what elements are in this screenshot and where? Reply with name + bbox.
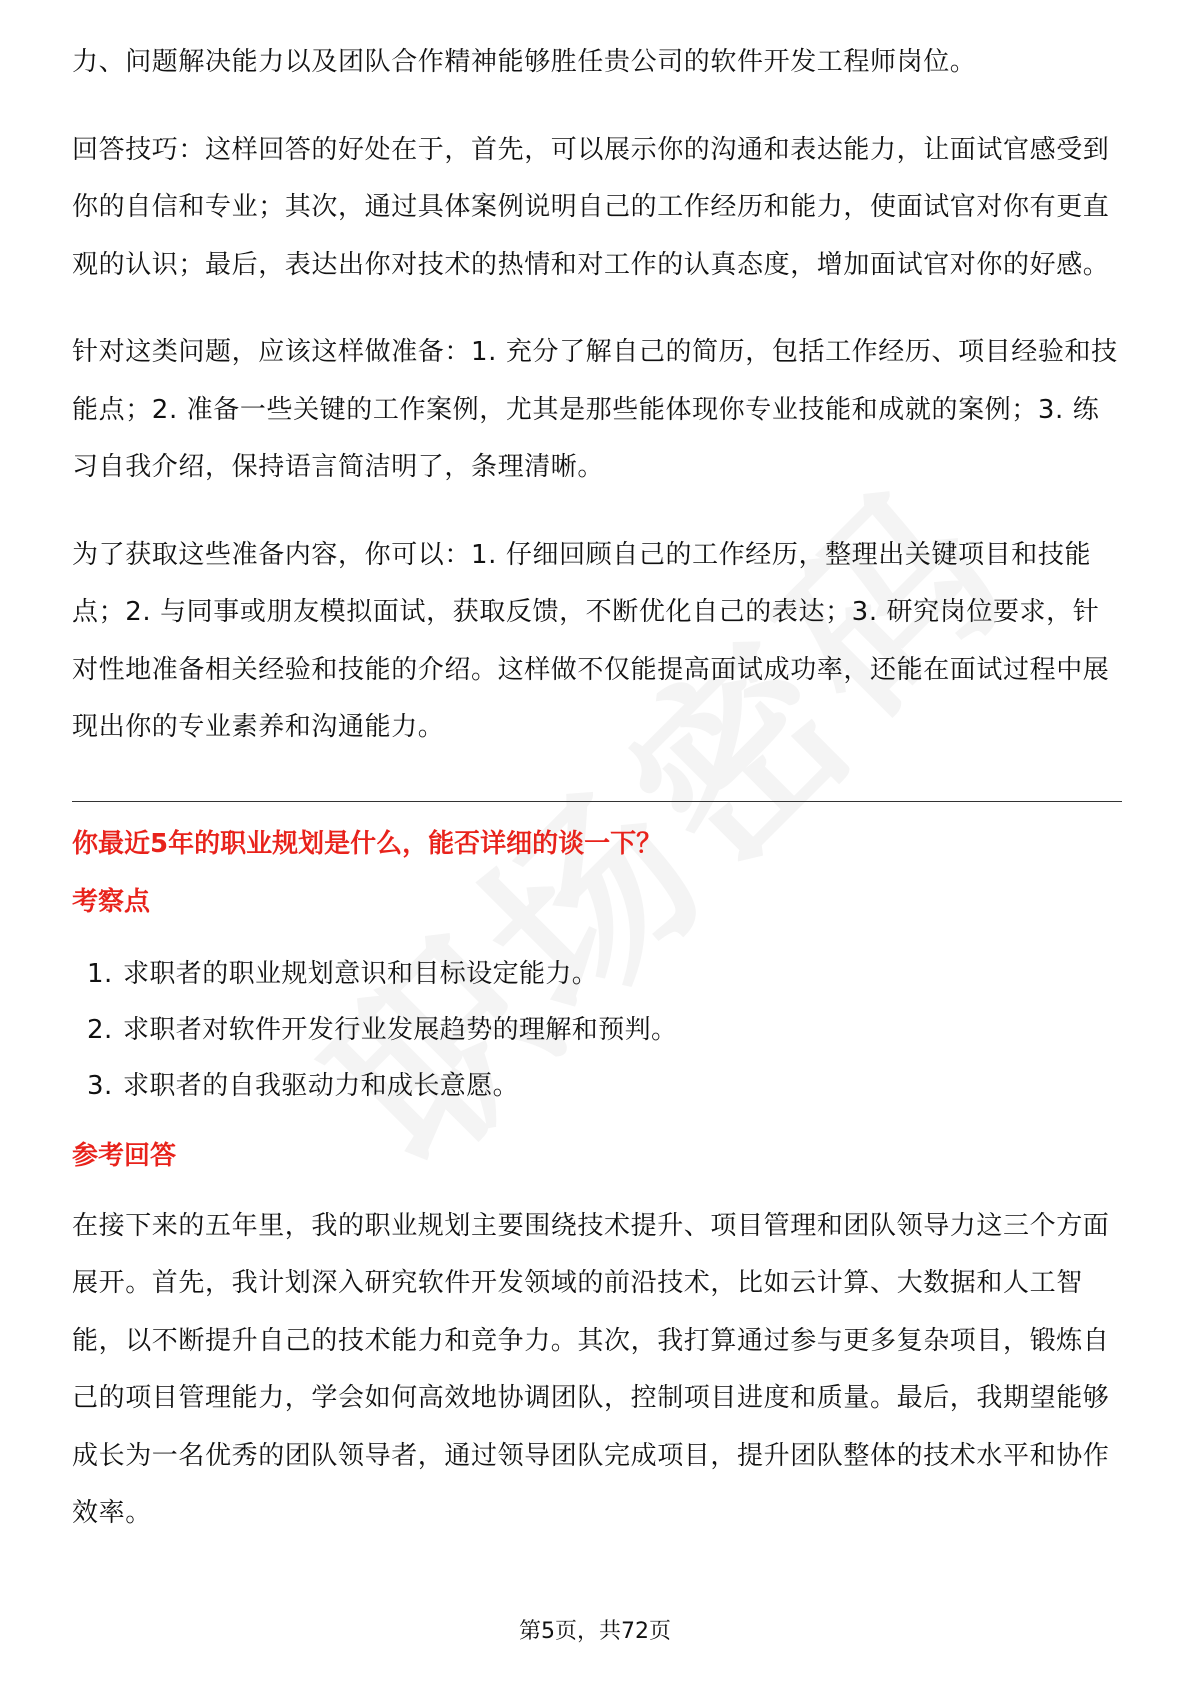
points-list [72,946,1122,1114]
list-number: 2. [87,1014,113,1045]
paragraph-continuation: 力、问题解决能力以及团队合作精神能够胜任贵公司的软件开发工程师岗位。 [72,47,977,77]
paragraph-gather-content: 为了获取这些准备内容，你可以：1. 仔细回顾自己的工作经历，整理出关键项目和技能点；2. 与同事或朋友模拟面试，获取反馈，不断优化自己的表达；3. 研究岗位要求，针对性地准备相关经验和技能的介绍。这样做不仅能提高面试成功率，还能在面试过程中展现出你的专业素养和沟通能力。 [72,539,1110,742]
list-text: 求职者的自我驱动力和成长意愿。 [123,1070,520,1101]
list-text: 求职者对软件开发行业发展趋势的理解和预判。 [123,1014,678,1045]
list-number: 1. [87,958,113,989]
list-item [72,1058,1122,1114]
document-body [72,44,1122,1543]
points-heading: 考察点 [72,886,151,917]
paragraph-answer-tips: 回答技巧：这样回答的好处在于，首先，可以展示你的沟通和表达能力，让面试官感受到你的自信和专业；其次，通过具体案例说明自己的工作经历和能力，使面试官对你有更直观的认识；最后，表达出你对技术的热情和对工作的认真态度，增加面试官对你的好感。 [72,134,1110,280]
answer-paragraph: 在接下来的五年里，我的职业规划主要围绕技术提升、项目管理和团队领导力这三个方面展开。首先，我计划深入研究软件开发领域的前沿技术，比如云计算、大数据和人工智能，以不断提升自己的技术能力和竞争力。其次，我打算通过参与更多复杂项目，锻炼自己的项目管理能力，学会如何高效地协调团队，控制项目进度和质量。最后，我期望能够成长为一名优秀的团队领导者，通过领导团队完成项目，提升团队整体的技术水平和协作效率。 [72,1210,1110,1528]
list-item [72,1002,1122,1058]
list-text: 求职者的职业规划意识和目标设定能力。 [123,958,599,989]
list-number: 3. [87,1070,113,1101]
answer-heading: 参考回答 [72,1140,177,1171]
paragraph-preparation: 针对这类问题，应该这样做准备：1. 充分了解自己的简历，包括工作经历、项目经验和技能点；2. 准备一些关键的工作案例，尤其是那些能体现你专业技能和成就的案例；3. 练习自我介绍，保持语言简洁明了，条理清晰。 [72,337,1118,482]
page-number: 第5页，共72页 [519,1619,671,1644]
list-item [72,946,1122,1002]
question-title: 你最近5年的职业规划是什么，能否详细的谈一下？ [72,828,663,859]
